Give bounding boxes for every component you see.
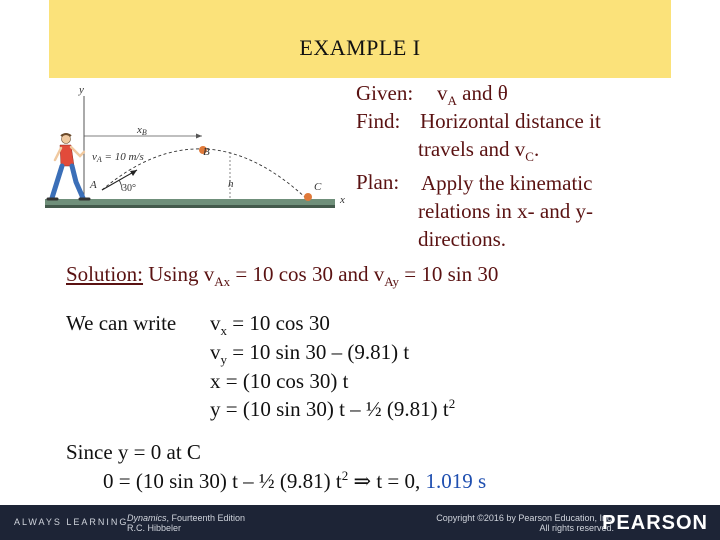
find-line-2: travels and $v_C$. [418,137,540,165]
pearson-logo: PEARSON [602,512,708,534]
projectile-figure [40,78,360,228]
slide-title: EXAMPLE I [299,35,421,60]
answer-value: 1.019 s [425,469,487,493]
plan-line-3: directions. [418,227,507,251]
given-text: $v_A$ and θ [437,81,508,109]
plan-line-1: Apply the kinematic [421,171,593,195]
equation-y: y = (10 sin 30) t – ½ (9.81) $t^2$ [210,396,456,421]
copyright: Copyright ©2016 by Pearson Education, Inc. All rights reserved. [436,513,614,533]
equations-intro: We can write [66,311,177,335]
find-line-1: Horizontal distance it [420,109,601,133]
xb-label: xB [137,124,147,137]
given-label: Given: [356,81,414,105]
find-label: Find: [356,109,401,133]
h-label: h [228,178,234,190]
solution-label: Solution: [66,262,144,286]
equation-x: x = (10 cos 30) t [210,369,349,393]
angle-label: 30° [122,183,136,194]
x-axis-label: x [340,194,345,206]
conclusion-line-1: Since y = 0 at C [66,440,201,464]
ball-c [304,193,312,201]
velocity-label: vA = 10 m/s [92,151,144,164]
point-a-label: A [90,179,97,191]
point-b-label: B [203,146,210,158]
book-info: Dynamics, Fourteenth Edition R.C. Hibbeler [127,513,246,533]
point-c-label: C [314,181,322,193]
y-axis-label: y [79,84,84,96]
plan-label: Plan: [356,170,400,194]
equation-vy: $v_y = 10$ sin 30 – (9.81) t [210,340,410,368]
solution-line: Solution: Using $v_{Ax} = 10$ cos 30 and $v_{Ay} = 10$ sin 30 [66,262,499,290]
conclusion-line-2: 0 = (10 sin 30) t – ½ (9.81) $t^2$ ⇒ t = 0, 1.019 s [103,468,487,493]
footer [0,505,720,540]
title-bar [49,0,671,78]
plan-line-2: relations in x- and y- [418,199,593,223]
equation-vx: $v_x = 10$ cos 30 [210,311,330,339]
person-throwing [48,134,89,199]
brand-text: ALWAYS LEARNING [14,517,129,527]
